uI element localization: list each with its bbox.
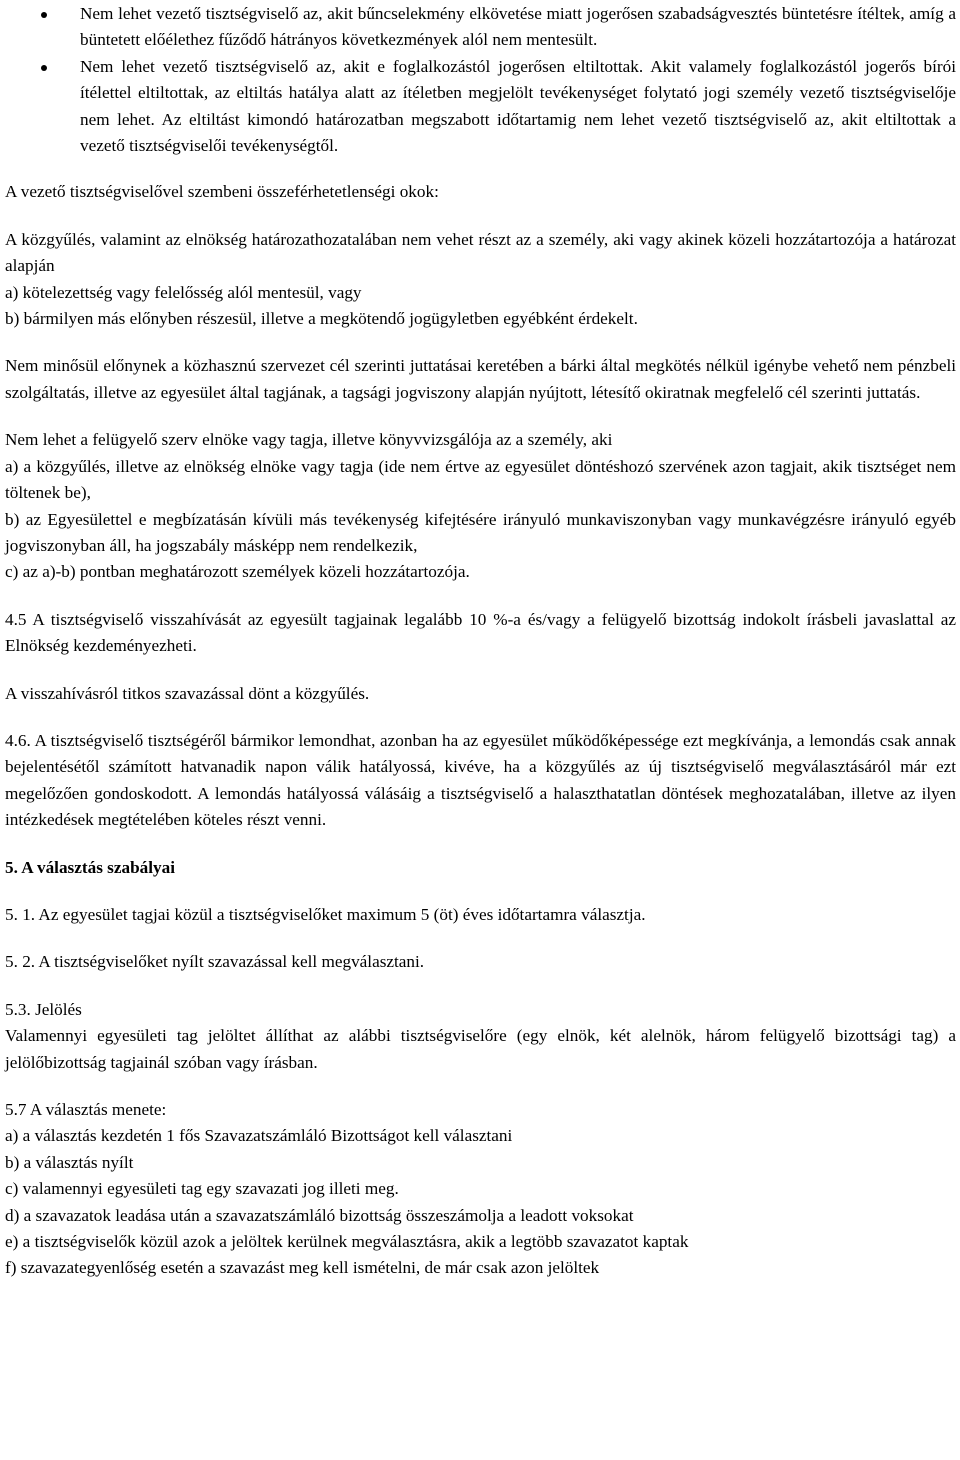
- bullet-icon: [41, 65, 47, 71]
- election-step: d) a szavazatok leadása után a szavazatszámláló bizottság összeszámolja a leadott voksokat: [5, 1205, 634, 1225]
- incompatibility-item-b: b) bármilyen más előnyben részesül, illetve a megkötendő jogügyletben egyébként érdekelt.: [5, 309, 638, 329]
- benefit-paragraph: Nem minősül előnynek a közhasznú szervezet cél szerinti juttatásai keretében a bárki által megkötés nélkül igénybe vehető nem pénzbeli szolgáltatás, illetve az egyesület által tagjának, a tagsági jogviszony alapján nyújtott, létesítő okiratnak megfelelő cél szerinti juttatás.: [5, 356, 956, 402]
- section-5-7-title: 5.7 A választás menete:: [5, 1100, 167, 1119]
- bullet-item: [5, 54, 956, 160]
- supervisory-item-a: a) a közgyűlés, illetve az elnökség elnöke vagy tagja (ide nem értve az egyesület döntéshozó szervének azon tagjait, akik tisztséget nem töltenek be),: [5, 456, 956, 503]
- incompatibility-intro: A közgyűlés, valamint az elnökség határozathozatalában nem vehet részt az a személy, aki vagy akinek közeli hozzátartozója a határozat alapján: [5, 229, 956, 276]
- section-4-6-paragraph: 4.6. A tisztségviselő tisztségéről bármikor lemondhat, azonban ha az egyesület működőképessége ezt megkívánja, a lemondás csak annak bejelentésétől számított hatvanadik napon válik hatályossá, kivéve, ha a közgyűlés az új tisztségviselő megválasztásáról már ezt megelőzően gondoskodott. A lemondás hatályossá válásáig a tisztségviselő a halaszthatatlan döntések meghozatalában, illetve az ilyen intézkedések megtételében köteles részt venni.: [5, 730, 956, 830]
- bullet-text: Nem lehet vezető tisztségviselő az, akit bűncselekmény elkövetése miatt jogerősen szabadságvesztés büntetésre ítéltek, amíg a büntetett előélethez fűződő hátrányos következmények alól nem mentesült.: [80, 4, 956, 50]
- section-5-3-title: 5.3. Jelölés: [5, 999, 82, 1019]
- bullet-item: [5, 1, 956, 54]
- section-5-1-paragraph: 5. 1. Az egyesület tagjai közül a tisztségviselőket maximum 5 (öt) éves időtartamra választja.: [5, 904, 646, 924]
- section-5-3-paragraph: Valamennyi egyesületi tag jelöltet állíthat az alábbi tisztségviselőre (egy elnök, két alelnök, három felügyelő bizottsági tag) a jelölőbizottság tagjainál szóban vagy írásban.: [5, 1026, 956, 1072]
- election-step: c) valamennyi egyesületi tag egy szavazati jog illeti meg.: [5, 1179, 399, 1199]
- incompatibility-heading: A vezető tisztségviselővel szembeni összeférhetetlenségi okok:: [5, 182, 439, 202]
- supervisory-item-b: b) az Egyesülettel e megbízatásán kívüli más tevékenység kifejtésére irányuló munkaviszonyban vagy munkavégzésre irányuló egyéb jogviszonyban áll, ha jogszabály másképp nem rendelkezik,: [5, 509, 956, 555]
- eligibility-bullet-list: [5, 0, 956, 159]
- bullet-icon: [41, 12, 47, 18]
- supervisory-intro: Nem lehet a felügyelő szerv elnöke vagy tagja, illetve könyvvizsgálója az a személy, aki: [5, 430, 613, 450]
- election-step: a) a választás kezdetén 1 fős Szavazatszámláló Bizottságot kell választani: [5, 1126, 513, 1146]
- recall-vote-paragraph: A visszahívásról titkos szavazással dönt a közgyűlés.: [5, 683, 370, 703]
- incompatibility-item-a: a) kötelezettség vagy felelősség alól mentesül, vagy: [5, 282, 362, 302]
- section-4-5-paragraph: 4.5 A tisztségviselő visszahívását az egyesült tagjainak legalább 10 %-a és/vagy a felügyelő bizottság indokolt írásbeli javaslattal az Elnökség kezdeményezheti.: [5, 609, 956, 656]
- section-5-heading: 5. A választás szabályai: [5, 857, 175, 877]
- supervisory-item-c: c) az a)-b) pontban meghatározott személyek közeli hozzátartozója.: [5, 562, 470, 582]
- section-5-2-paragraph: 5. 2. A tisztségviselőket nyílt szavazással kell megválasztani.: [5, 952, 425, 972]
- bullet-text: Nem lehet vezető tisztségviselő az, akit e foglalkozástól jogerősen eltiltottak. Akit valamely foglalkozástól jogerős bírói ítélettel eltiltottak, az eltiltás hatálya alatt az ítéletben megjelölt tevékenységet folytató jogi személy vezető tisztségviselője nem lehet. Az eltiltást kimondó határozatban megszabott időtartamig nem lehet vezető tisztségviselő az, akit eltiltottak a vezető tisztségviselői tevékenységtől.: [80, 56, 956, 156]
- election-step: f) szavazategyenlőség esetén a szavazást meg kell ismételni, de már csak azon jelöltek: [5, 1258, 600, 1278]
- election-step: b) a választás nyílt: [5, 1152, 134, 1172]
- election-step: e) a tisztségviselők közül azok a jelöltek kerülnek megválasztásra, akik a legtöbb szavazatot kaptak: [5, 1232, 689, 1252]
